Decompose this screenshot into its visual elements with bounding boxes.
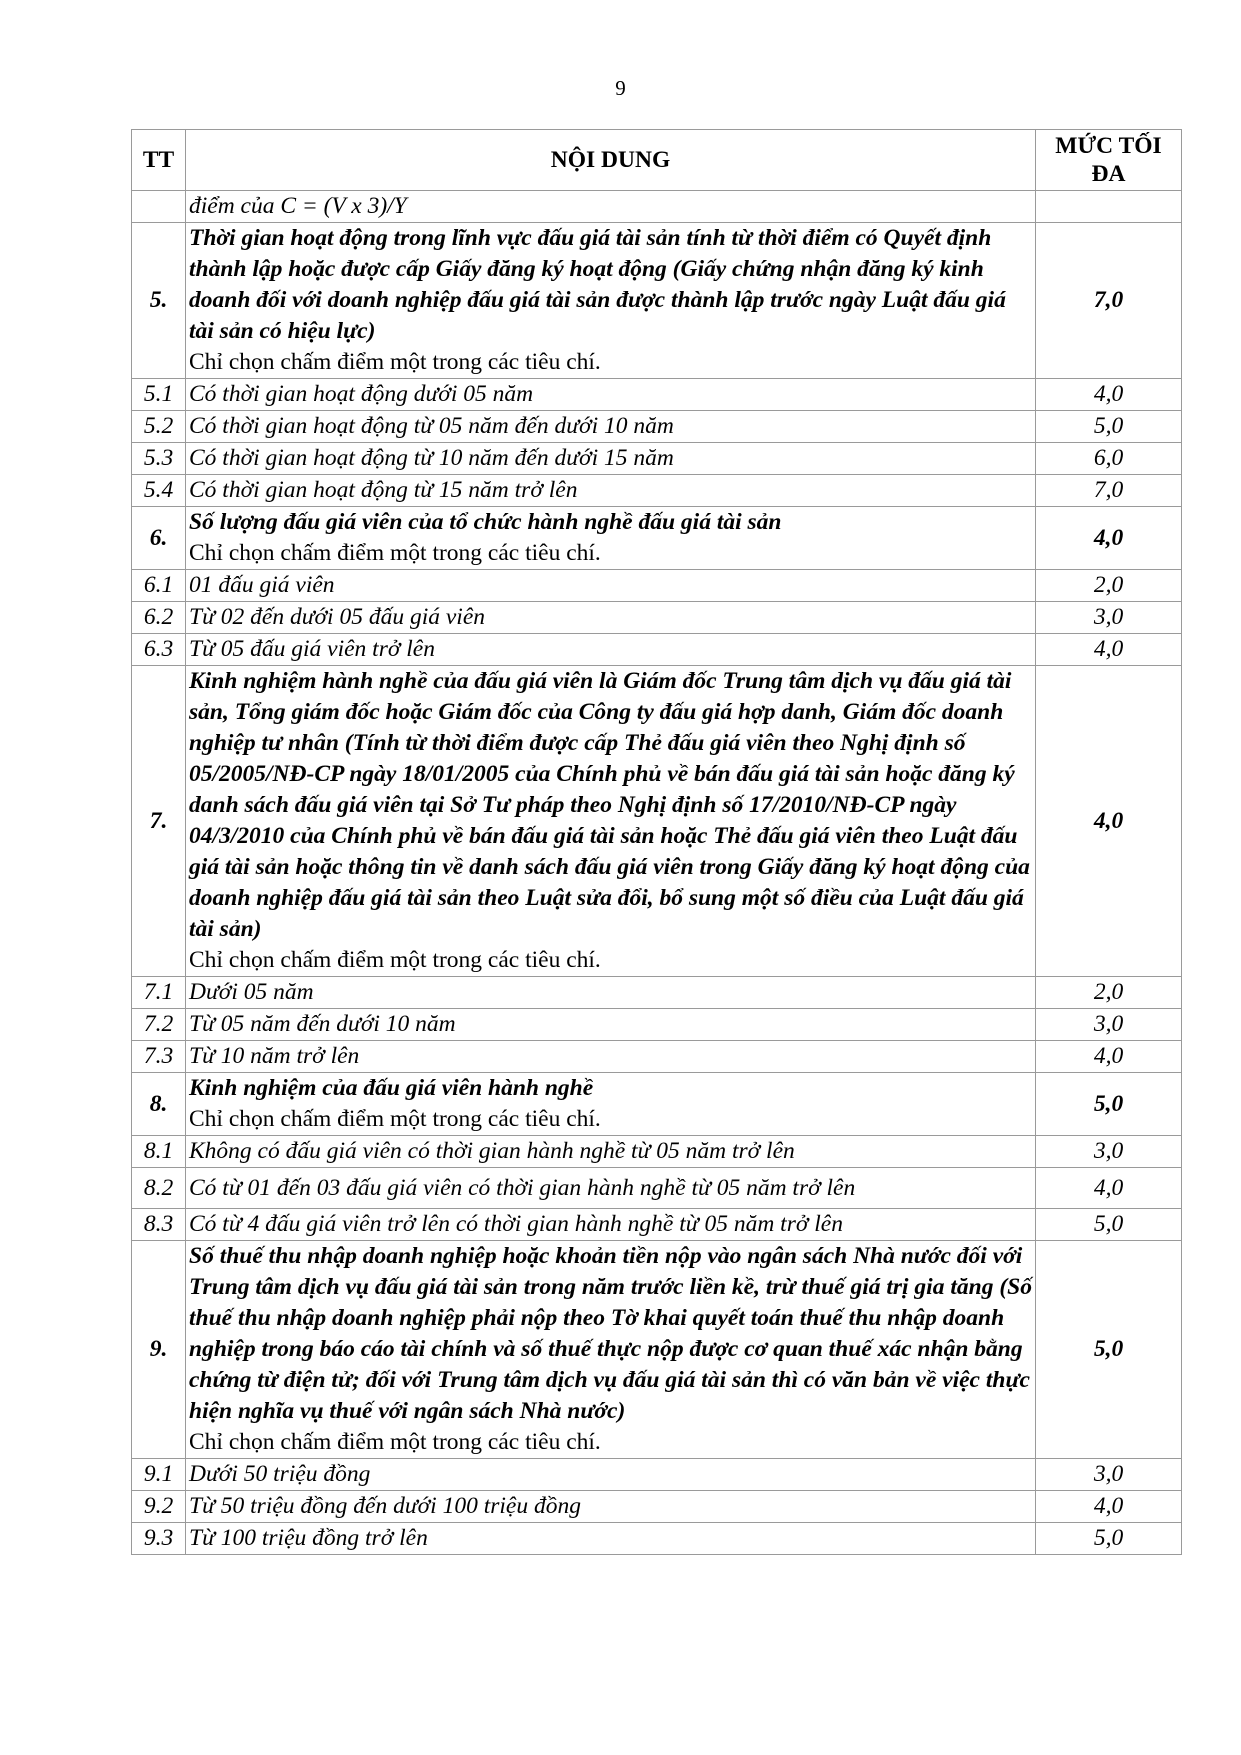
criterion-row [132, 666, 1182, 977]
sub-criterion-score: 5,0 [1036, 411, 1182, 443]
criterion-max-score: 5,0 [1036, 1241, 1182, 1459]
table-body [132, 191, 1182, 1555]
sub-criterion-number: 9.2 [132, 1491, 186, 1523]
criterion-title: Kinh nghiệm hành nghề của đấu giá viên là Giám đốc Trung tâm dịch vụ đấu giá tài sản, Tổng giám đốc hoặc Giám đốc của Công ty đấu giá hợp danh, Giám đốc doanh nghiệp tư nhân (Tính từ thời điểm được cấp Thẻ đấu giá viên theo Nghị định số 05/2005/NĐ-CP ngày 18/01/2005 của Chính phủ về bán đấu giá tài sản hoặc đăng ký danh sách đấu giá viên tại Sở Tư pháp theo Nghị định số 17/2010/NĐ-CP ngày 04/3/2010 của Chính phủ về bán đấu giá tài sản hoặc Thẻ đấu giá viên theo Luật đấu giá tài sản hoặc thông tin về danh sách đấu giá viên trong Giấy đăng ký hoạt động của doanh nghiệp đấu giá tài sản theo Luật sửa đổi, bổ sung một số điều của Luật đấu giá tài sản) [189, 668, 1030, 942]
sub-criterion-score: 6,0 [1036, 443, 1182, 475]
criterion-row [132, 223, 1182, 379]
sub-criterion-row [132, 475, 1182, 507]
sub-criterion-number: 7.2 [132, 1009, 186, 1041]
sub-criterion-text: Từ 02 đến dưới 05 đấu giá viên [186, 602, 1036, 634]
sub-criterion-text: Không có đấu giá viên có thời gian hành nghề từ 05 năm trở lên [186, 1136, 1036, 1168]
sub-criterion-text: Từ 50 triệu đồng đến dưới 100 triệu đồng [186, 1491, 1036, 1523]
criterion-title: Thời gian hoạt động trong lĩnh vực đấu giá tài sản tính từ thời điểm có Quyết định thành lập hoặc được cấp Giấy đăng ký hoạt động (Giấy chứng nhận đăng ký kinh doanh đối với doanh nghiệp đấu giá tài sản được thành lập trước ngày Luật đấu giá tài sản có hiệu lực) [189, 225, 1006, 344]
sub-criterion-text: Từ 100 triệu đồng trở lên [186, 1523, 1036, 1555]
sub-criterion-score: 4,0 [1036, 1041, 1182, 1073]
sub-criterion-row [132, 411, 1182, 443]
sub-criterion-score: 3,0 [1036, 1009, 1182, 1041]
sub-criterion-row [132, 1459, 1182, 1491]
criterion-content [186, 1073, 1036, 1136]
sub-criterion-text: Có thời gian hoạt động dưới 05 năm [186, 379, 1036, 411]
criterion-max-score: 4,0 [1036, 666, 1182, 977]
criterion-number: 6. [132, 507, 186, 570]
criterion-title: Số lượng đấu giá viên của tổ chức hành nghề đấu giá tài sản [189, 509, 782, 535]
criterion-title: Kinh nghiệm của đấu giá viên hành nghề [189, 1075, 594, 1101]
criterion-number: 9. [132, 1241, 186, 1459]
sub-criterion-text: Dưới 50 triệu đồng [186, 1459, 1036, 1491]
sub-criterion-text: Có từ 4 đấu giá viên trở lên có thời gian hành nghề từ 05 năm trở lên [186, 1209, 1036, 1241]
header-max-score: MỨC TỐI ĐA [1036, 130, 1182, 191]
sub-criterion-row [132, 379, 1182, 411]
sub-criterion-row [132, 1136, 1182, 1168]
criterion-number: 8. [132, 1073, 186, 1136]
continuation-score [1036, 191, 1182, 223]
sub-criterion-row [132, 1523, 1182, 1555]
sub-criterion-number: 6.3 [132, 634, 186, 666]
sub-criterion-number: 6.2 [132, 602, 186, 634]
sub-criterion-row [132, 443, 1182, 475]
criterion-number: 7. [132, 666, 186, 977]
criterion-note: Chỉ chọn chấm điểm một trong các tiêu chí. [189, 349, 601, 375]
sub-criterion-score: 3,0 [1036, 1136, 1182, 1168]
sub-criterion-text: Từ 10 năm trở lên [186, 1041, 1036, 1073]
sub-criterion-score: 7,0 [1036, 475, 1182, 507]
sub-criterion-text: Có thời gian hoạt động từ 10 năm đến dưới 15 năm [186, 443, 1036, 475]
sub-criterion-text: Từ 05 năm đến dưới 10 năm [186, 1009, 1036, 1041]
sub-criterion-number: 6.1 [132, 570, 186, 602]
sub-criterion-text: Có thời gian hoạt động từ 05 năm đến dưới 10 năm [186, 411, 1036, 443]
header-content: NỘI DUNG [186, 130, 1036, 191]
sub-criterion-text: Dưới 05 năm [186, 977, 1036, 1009]
sub-criterion-score: 4,0 [1036, 634, 1182, 666]
sub-criterion-score: 4,0 [1036, 1491, 1182, 1523]
sub-criterion-row [132, 1168, 1182, 1209]
sub-criterion-score: 3,0 [1036, 602, 1182, 634]
sub-criterion-number: 8.1 [132, 1136, 186, 1168]
criterion-content [186, 666, 1036, 977]
continuation-text: điểm của C = (V x 3)/Y [186, 191, 1036, 223]
sub-criterion-number: 5.3 [132, 443, 186, 475]
sub-criterion-score: 2,0 [1036, 977, 1182, 1009]
sub-criterion-number: 5.1 [132, 379, 186, 411]
criterion-note: Chỉ chọn chấm điểm một trong các tiêu chí. [189, 540, 601, 566]
criterion-content [186, 507, 1036, 570]
sub-criterion-row [132, 1009, 1182, 1041]
criterion-number: 5. [132, 223, 186, 379]
criterion-max-score: 5,0 [1036, 1073, 1182, 1136]
criterion-note: Chỉ chọn chấm điểm một trong các tiêu chí. [189, 1106, 601, 1132]
criterion-max-score: 4,0 [1036, 507, 1182, 570]
sub-criterion-number: 9.3 [132, 1523, 186, 1555]
criterion-content [186, 223, 1036, 379]
sub-criterion-score: 5,0 [1036, 1209, 1182, 1241]
criterion-max-score: 7,0 [1036, 223, 1182, 379]
sub-criterion-score: 4,0 [1036, 1168, 1182, 1209]
sub-criterion-text: Có từ 01 đến 03 đấu giá viên có thời gian hành nghề từ 05 năm trở lên [186, 1168, 1036, 1209]
sub-criterion-number: 7.3 [132, 1041, 186, 1073]
sub-criterion-score: 3,0 [1036, 1459, 1182, 1491]
sub-criterion-row [132, 1491, 1182, 1523]
criterion-row [132, 507, 1182, 570]
continuation-num [132, 191, 186, 223]
page-number: 9 [615, 76, 626, 100]
sub-criterion-row [132, 977, 1182, 1009]
sub-criterion-text: 01 đấu giá viên [186, 570, 1036, 602]
sub-criterion-row [132, 570, 1182, 602]
sub-criterion-text: Từ 05 đấu giá viên trở lên [186, 634, 1036, 666]
sub-criterion-score: 2,0 [1036, 570, 1182, 602]
sub-criterion-number: 9.1 [132, 1459, 186, 1491]
sub-criterion-number: 8.2 [132, 1168, 186, 1209]
criterion-note: Chỉ chọn chấm điểm một trong các tiêu chí. [189, 1429, 601, 1455]
sub-criterion-number: 5.2 [132, 411, 186, 443]
sub-criterion-row [132, 634, 1182, 666]
sub-criterion-number: 5.4 [132, 475, 186, 507]
sub-criterion-number: 8.3 [132, 1209, 186, 1241]
header-tt: TT [132, 130, 186, 191]
sub-criterion-row [132, 1209, 1182, 1241]
criterion-row [132, 1241, 1182, 1459]
criterion-note: Chỉ chọn chấm điểm một trong các tiêu chí. [189, 947, 601, 973]
sub-criterion-row [132, 1041, 1182, 1073]
sub-criterion-text: Có thời gian hoạt động từ 15 năm trở lên [186, 475, 1036, 507]
sub-criterion-number: 7.1 [132, 977, 186, 1009]
sub-criterion-score: 5,0 [1036, 1523, 1182, 1555]
sub-criterion-score: 4,0 [1036, 379, 1182, 411]
table-header-row [132, 130, 1182, 191]
scoring-table [131, 129, 1182, 1555]
continuation-row [132, 191, 1182, 223]
sub-criterion-row [132, 602, 1182, 634]
criterion-content [186, 1241, 1036, 1459]
criterion-title: Số thuế thu nhập doanh nghiệp hoặc khoản tiền nộp vào ngân sách Nhà nước đối với Trung tâm dịch vụ đấu giá tài sản trong năm trước liền kề, trừ thuế giá trị gia tăng (Số thuế thu nhập doanh nghiệp phải nộp theo Tờ khai quyết toán thuế thu nhập doanh nghiệp trong báo cáo tài chính và số thuế thực nộp được cơ quan thuế xác nhận bằng chứng từ điện tử; đối với Trung tâm dịch vụ đấu giá tài sản thì có văn bản về việc thực hiện nghĩa vụ thuế với ngân sách Nhà nước) [189, 1243, 1032, 1424]
criterion-row [132, 1073, 1182, 1136]
